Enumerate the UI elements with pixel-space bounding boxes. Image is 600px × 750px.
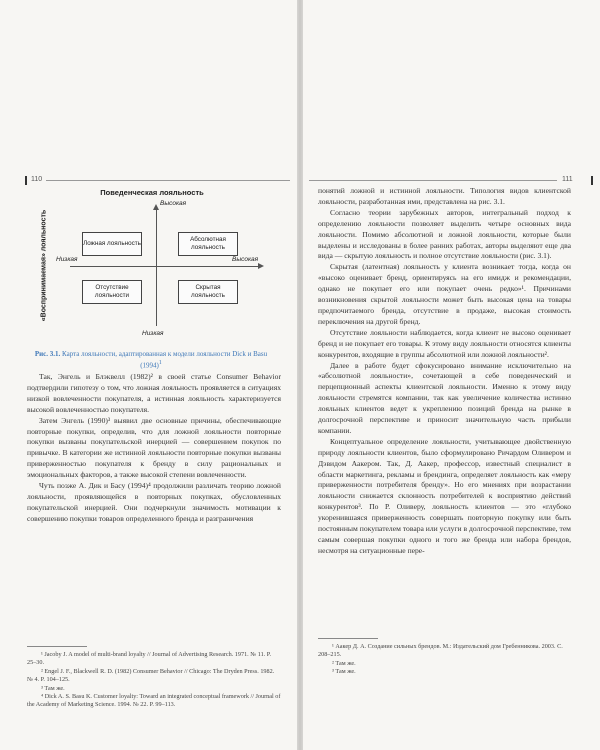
footnote: ¹ Jacoby J. A model of multi-brand loyalty // Journal of Advertising Research. 1971. № 11. P. 25–30. [27,651,272,667]
arrow-up-icon [153,204,159,210]
paragraph: Далее в работе будет сфокусировано внимание исключительно на «абсолютной лояльности», сочетающей в себе поведенческий и перцепционный аспекты клиентской лояльности. Именно к этому виду лояльности стремятся компании, так как увеличение количества истинно лояльных клиентов ведет к укреплению позиций бренда на рынке в долгосрочной перспективе и приносит значительную часть прибыли компании. [318,360,571,435]
axis-bottom-label: Низкая [142,330,164,337]
horizontal-axis [70,266,260,267]
paragraph: Чуть позже А. Дик и Басу (1994)⁴ продолжили различать теорию ложной лояльности, проявляющейся в повторных покупках, обусловленных покупательской инерцией. Они подчеркнули значимость мотивации к совершению покупки товаров определенного бренда и разграничения [27,481,281,523]
page-number: 111 [562,176,573,183]
paragraph: понятий ложной и истинной лояльности. Типология видов клиентской лояльности, разработанная ими, представлена на рис. 3.1. [318,186,571,206]
caption-label: Рис. 3.1. [34,350,61,358]
footnote: ² Там же. [332,659,356,667]
axis-left-label: Низкая [56,256,78,263]
caption-ref: 1 [158,360,162,366]
vertical-axis [156,208,157,326]
axis-top-label: Высокая [160,200,187,207]
footnote-rule [318,638,378,639]
quadrant-absolute-loyalty: Абсолютная лояльность [178,232,238,256]
footnote: ¹ Аакер Д. А. Создание сильных брендов. М.: Издательский дом Гребенникова. 2003. С. 208–215. [318,643,563,659]
paragraph: Концептуальное определение лояльности, учитывающее двойственную природу лояльности клиентов, было сформулировано Ричардом Оливером и Дэвидом Аакером. Так, Д. Аакер, профессор, известный специалист в области маркетинга, рекламы и брендинга, определяет лояльность как «меру приверженности потребителя бренду». Но его мнениях при возрастании лояльности снижается склонность потребителей к восприятию действий конкурентов³. По Р. Оливеру, лояльность клиентов — это «глубоко укоренившаяся приверженность совершать повторную покупку или быть постоянным покупателем товара или услуги в долгосрочной перспективе, тем самым совершая покупки одного и того же бренда или набора брендов, несмотря на ситуационные пере- [318,436,571,555]
quadrant-false-loyalty: Ложная лояльность [82,232,142,256]
loyalty-matrix-figure [36,188,268,348]
arrow-right-icon [258,263,264,269]
page-number: 110 [31,176,43,183]
right-footnotes [318,643,571,677]
axis-right-label: Высокая [232,256,259,263]
footnote: ³ Там же. [332,668,356,676]
figure-caption [26,350,276,370]
header-rule [309,180,557,181]
footnote: ³ Там же. [41,684,65,692]
paragraph: Скрытая (латентная) лояльность у клиента возникает тогда, когда он «высоко оценивает бренд, ориентируясь на его имидж и рекомендации, однако не покупает его или покупает очень редко»¹. Причинами возникновения скрытой лояльности может быть высокая цена на товары предпочитаемого бренда, отсутствие в продаже, высокая стоимость переключения на другой бренд. [318,262,571,326]
paragraph: Согласно теории зарубежных авторов, интегральный подход к определению лояльности позволяет выделить четыре основных вида лояльности. Помимо абсолютной и ложной лояльности, которые были выделены и исследованы в более ранних работах, авторы выделяют еще два вида — скрытую лояльность и полное отсутствие лояльности (рис. 3.1). [318,207,571,261]
paragraph: Затем Энгель (1990)³ выявил две основные причины, обеспечивающие повторные покупки, определив, что для ложной лояльности повторные покупки вызваны покупательской инерцией — совершением покупок по привычке. В категории же истинной лояльности повторные покупки вызваны приверженностью покупателя к бренду в силу рациональных и эмоциональных факторов, а также высокой степени вовлеченности. [27,415,281,480]
header-rule [46,180,290,181]
footnote: ⁴ Dick A. S. Basu K. Customer loyalty: Toward an integrated conceptual framework // Journal of the Academy of Marketing Science. 1994. № 22. P. 99–113. [27,693,281,709]
footnote: ² Engel J. F., Blackwell R. D. (1982) Consumer Behavior // Chicago: The Dryden Press. 1982. № 4. P. 104–125. [27,667,275,684]
figure-title: Поведенческая лояльность [100,188,204,197]
quadrant-latent-loyalty: Скрытая лояльность [178,280,238,304]
page-marker [25,176,27,185]
left-footnotes [27,651,281,710]
paragraph: Отсутствие лояльности наблюдается, когда клиент не высоко оценивает бренд и не покупает его товары. К этому виду лояльности относятся клиенты конкурентов, входящие в группы абсолютной или ложной лояльности². [318,327,571,359]
left-page [0,0,297,750]
y-axis-title: «Воспринимаемая» лояльность [40,209,48,322]
right-body-text [318,186,571,557]
quadrant-no-loyalty: Отсутствие лояльности [82,280,142,304]
footnote-rule [27,646,87,647]
left-body-text [27,372,281,525]
page-marker [591,176,593,185]
caption-text: Карта лояльности, адаптированная к модели лояльности Dick и Basu (1994) [62,350,268,370]
paragraph: Так, Энгель и Блэквелл (1982)² в своей статье Consumer Behavior подтвердили гипотезу о том, что ложная лояльность проявляется в ситуациях низкой вовлеченности покупателя, а истинная лояльность характеризуется высокой вовлеченностью покупателя. [27,372,281,414]
